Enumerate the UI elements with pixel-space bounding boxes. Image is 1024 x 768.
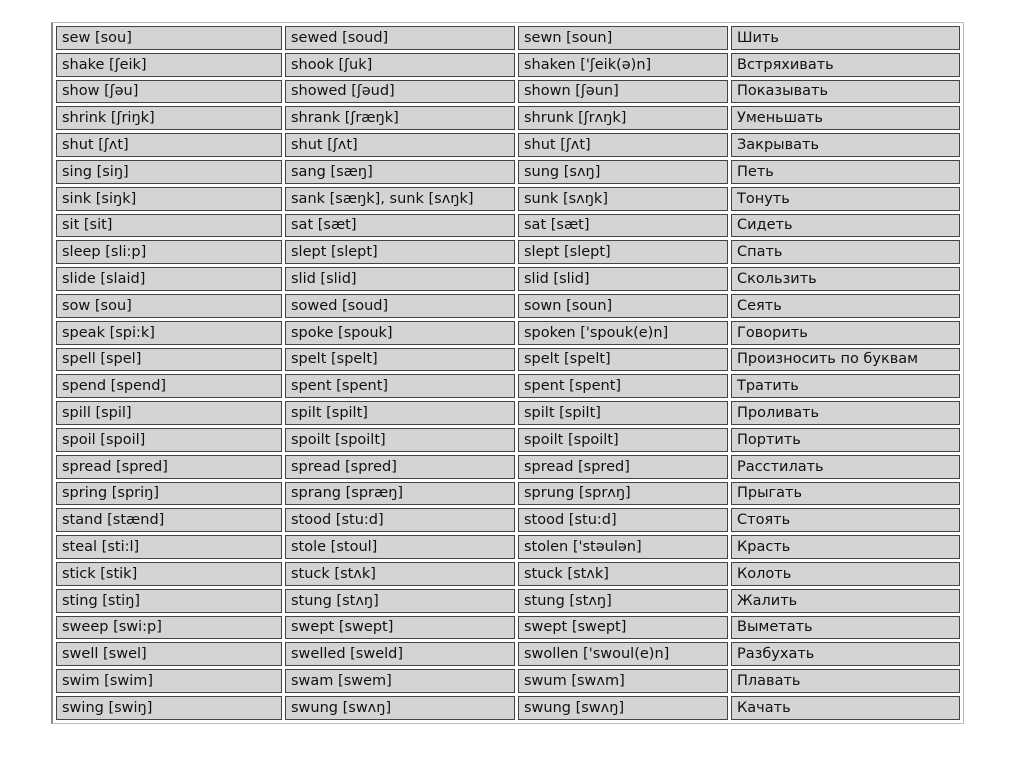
infinitive-cell: swell [swel] [56, 642, 282, 666]
table-row [56, 294, 960, 318]
infinitive-cell: shut [ʃʌt] [56, 133, 282, 157]
infinitive-cell: sting [stiŋ] [56, 589, 282, 613]
translation-cell: Жалить [731, 589, 960, 613]
table-row [56, 669, 960, 693]
infinitive-cell: sweep [swi:p] [56, 616, 282, 640]
translation-cell: Встряхивать [731, 53, 960, 77]
infinitive-cell: spell [spel] [56, 348, 282, 372]
table-row [56, 508, 960, 532]
translation-cell: Стоять [731, 508, 960, 532]
infinitive-cell: spill [spil] [56, 401, 282, 425]
table-body [56, 26, 960, 720]
infinitive-cell: sing [siŋ] [56, 160, 282, 184]
past-simple-cell: showed [ʃəud] [285, 80, 515, 104]
infinitive-cell: slide [slaid] [56, 267, 282, 291]
past-participle-cell: swung [swʌŋ] [518, 696, 728, 720]
translation-cell: Разбухать [731, 642, 960, 666]
past-participle-cell: stood [stu:d] [518, 508, 728, 532]
past-simple-cell: stung [stʌŋ] [285, 589, 515, 613]
past-simple-cell: slid [slid] [285, 267, 515, 291]
past-simple-cell: spent [spent] [285, 374, 515, 398]
past-simple-cell: stole [stoul] [285, 535, 515, 559]
infinitive-cell: sleep [sli:p] [56, 240, 282, 264]
past-simple-cell: stood [stu:d] [285, 508, 515, 532]
past-simple-cell: sang [sæŋ] [285, 160, 515, 184]
past-simple-cell: shook [ʃuk] [285, 53, 515, 77]
table-row [56, 401, 960, 425]
table-row [56, 348, 960, 372]
past-participle-cell: spelt [spelt] [518, 348, 728, 372]
infinitive-cell: swim [swim] [56, 669, 282, 693]
past-participle-cell: sown [soun] [518, 294, 728, 318]
infinitive-cell: spread [spred] [56, 455, 282, 479]
past-simple-cell: swam [swem] [285, 669, 515, 693]
past-participle-cell: sung [sʌŋ] [518, 160, 728, 184]
past-simple-cell: spelt [spelt] [285, 348, 515, 372]
past-participle-cell: shrunk [ʃrʌŋk] [518, 106, 728, 130]
table-row [56, 374, 960, 398]
translation-cell: Портить [731, 428, 960, 452]
past-simple-cell: sat [sæt] [285, 214, 515, 238]
table-row [56, 133, 960, 157]
translation-cell: Спать [731, 240, 960, 264]
past-simple-cell: sank [sæŋk], sunk [sʌŋk] [285, 187, 515, 211]
translation-cell: Расстилать [731, 455, 960, 479]
translation-cell: Произносить по буквам [731, 348, 960, 372]
past-participle-cell: sunk [sʌŋk] [518, 187, 728, 211]
table-row [56, 267, 960, 291]
past-simple-cell: shrank [ʃræŋk] [285, 106, 515, 130]
past-participle-cell: spoken ['spouk(e)n] [518, 321, 728, 345]
translation-cell: Проливать [731, 401, 960, 425]
past-participle-cell: stuck [stʌk] [518, 562, 728, 586]
past-simple-cell: sprang [spræŋ] [285, 482, 515, 506]
table-row [56, 160, 960, 184]
translation-cell: Говорить [731, 321, 960, 345]
irregular-verbs-table [51, 22, 964, 724]
translation-cell: Петь [731, 160, 960, 184]
past-participle-cell: spoilt [spoilt] [518, 428, 728, 452]
past-participle-cell: shut [ʃʌt] [518, 133, 728, 157]
infinitive-cell: sow [sou] [56, 294, 282, 318]
infinitive-cell: spend [spend] [56, 374, 282, 398]
table-row [56, 53, 960, 77]
table-row [56, 482, 960, 506]
translation-cell: Шить [731, 26, 960, 50]
past-participle-cell: sat [sæt] [518, 214, 728, 238]
past-participle-cell: stolen ['stəulən] [518, 535, 728, 559]
past-simple-cell: slept [slept] [285, 240, 515, 264]
translation-cell: Выметать [731, 616, 960, 640]
table-row [56, 80, 960, 104]
translation-cell: Качать [731, 696, 960, 720]
past-simple-cell: spoilt [spoilt] [285, 428, 515, 452]
infinitive-cell: steal [sti:l] [56, 535, 282, 559]
translation-cell: Колоть [731, 562, 960, 586]
past-participle-cell: spread [spred] [518, 455, 728, 479]
translation-cell: Закрывать [731, 133, 960, 157]
past-participle-cell: spilt [spilt] [518, 401, 728, 425]
past-participle-cell: swept [swept] [518, 616, 728, 640]
table-row [56, 455, 960, 479]
translation-cell: Сидеть [731, 214, 960, 238]
infinitive-cell: show [ʃəu] [56, 80, 282, 104]
infinitive-cell: sew [sou] [56, 26, 282, 50]
past-simple-cell: sewed [soud] [285, 26, 515, 50]
past-simple-cell: sowed [soud] [285, 294, 515, 318]
table-row [56, 562, 960, 586]
table-row [56, 106, 960, 130]
infinitive-cell: stick [stik] [56, 562, 282, 586]
past-participle-cell: stung [stʌŋ] [518, 589, 728, 613]
translation-cell: Сеять [731, 294, 960, 318]
past-participle-cell: slept [slept] [518, 240, 728, 264]
table-row [56, 642, 960, 666]
infinitive-cell: swing [swiŋ] [56, 696, 282, 720]
past-participle-cell: shown [ʃəun] [518, 80, 728, 104]
infinitive-cell: sink [siŋk] [56, 187, 282, 211]
translation-cell: Красть [731, 535, 960, 559]
translation-cell: Уменьшать [731, 106, 960, 130]
past-participle-cell: slid [slid] [518, 267, 728, 291]
table-row [56, 187, 960, 211]
infinitive-cell: spring [spriŋ] [56, 482, 282, 506]
translation-cell: Прыгать [731, 482, 960, 506]
past-participle-cell: swollen ['swoul(e)n] [518, 642, 728, 666]
past-simple-cell: swung [swʌŋ] [285, 696, 515, 720]
infinitive-cell: spoil [spoil] [56, 428, 282, 452]
table-row [56, 535, 960, 559]
infinitive-cell: shrink [ʃriŋk] [56, 106, 282, 130]
past-simple-cell: spilt [spilt] [285, 401, 515, 425]
past-participle-cell: sprung [sprʌŋ] [518, 482, 728, 506]
past-participle-cell: swum [swʌm] [518, 669, 728, 693]
table-row [56, 26, 960, 50]
table-row [56, 214, 960, 238]
translation-cell: Скользить [731, 267, 960, 291]
past-participle-cell: sewn [soun] [518, 26, 728, 50]
table-row [56, 321, 960, 345]
infinitive-cell: shake [ʃeik] [56, 53, 282, 77]
infinitive-cell: speak [spi:k] [56, 321, 282, 345]
past-simple-cell: shut [ʃʌt] [285, 133, 515, 157]
past-simple-cell: swept [swept] [285, 616, 515, 640]
translation-cell: Тратить [731, 374, 960, 398]
translation-cell: Тонуть [731, 187, 960, 211]
table-row [56, 240, 960, 264]
infinitive-cell: sit [sit] [56, 214, 282, 238]
past-simple-cell: swelled [sweld] [285, 642, 515, 666]
past-participle-cell: shaken ['ʃeik(ə)n] [518, 53, 728, 77]
translation-cell: Показывать [731, 80, 960, 104]
translation-cell: Плавать [731, 669, 960, 693]
table-row [56, 696, 960, 720]
past-participle-cell: spent [spent] [518, 374, 728, 398]
table-row [56, 589, 960, 613]
table-row [56, 428, 960, 452]
past-simple-cell: stuck [stʌk] [285, 562, 515, 586]
past-simple-cell: spread [spred] [285, 455, 515, 479]
table-row [56, 616, 960, 640]
infinitive-cell: stand [stænd] [56, 508, 282, 532]
past-simple-cell: spoke [spouk] [285, 321, 515, 345]
